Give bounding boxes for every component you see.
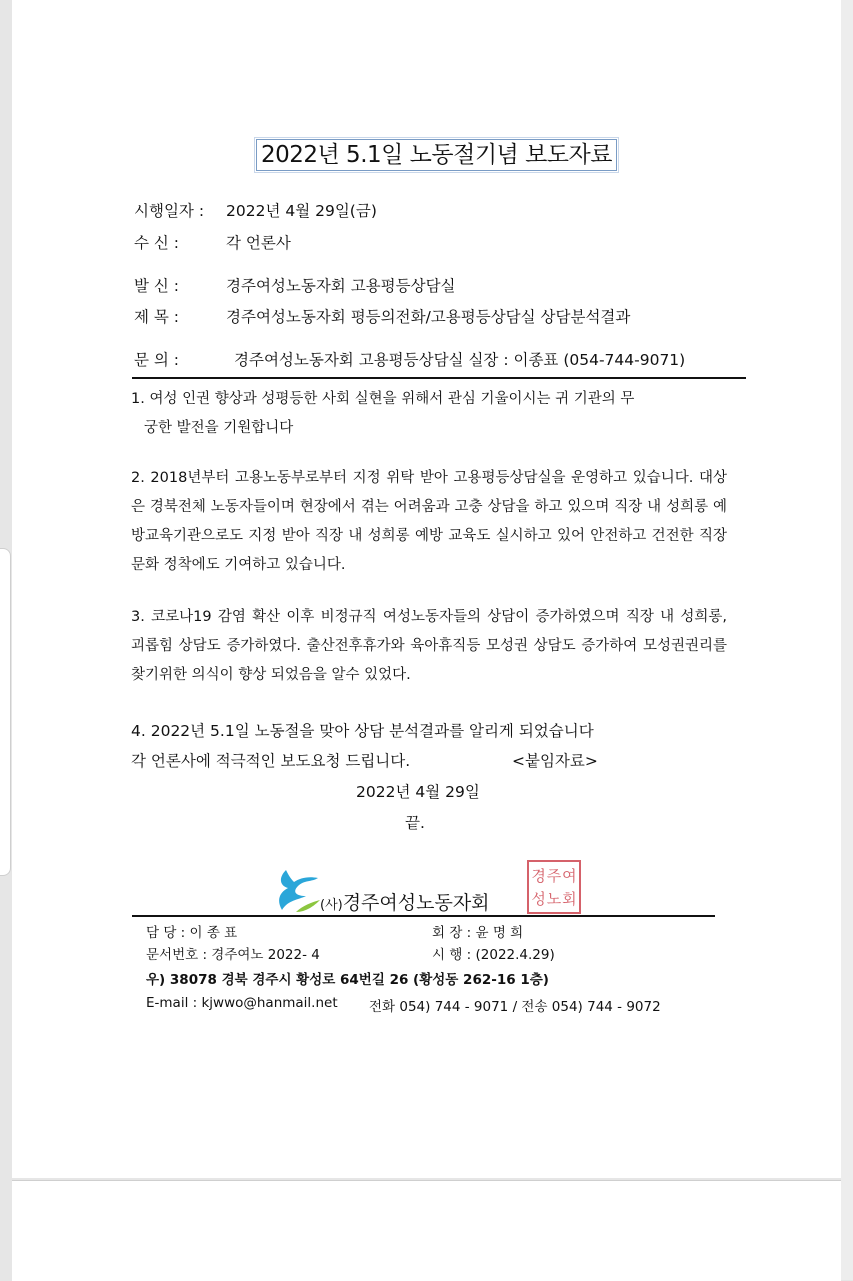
paragraph-1 (131, 385, 727, 443)
organization-title: 경주여성노동자회 (342, 892, 490, 914)
footer-phone-fax: 전화 054) 744 - 9071 / 전송 054) 744 - 9072 (369, 999, 661, 1015)
date-value: 2022년 4월 29일(금) (226, 202, 377, 220)
to-label: 수 신 : (134, 234, 180, 252)
to-value: 각 언론사 (226, 234, 291, 252)
attachment-note: <붙임자료> (512, 752, 598, 770)
seal-char: 성 (531, 890, 546, 908)
paragraph-2: 2. 2018년부터 고용노동부로부터 지정 위탁 받아 고용평등상담실을 운영하고 있습니다. 대상은 경북전체 노동자들이며 현장에서 겪는 어려움과 고충 상담을 하고 있으며 직장 내 성희롱 예방교육기관으로도 지정 받아 직장 내 성희롱 예방 교육도 실시하고 있어 안전하고 건전한 직장문화 정착에도 기여하고 있습니다. (131, 470, 727, 573)
official-seal (527, 860, 581, 914)
organization-logo-icon (272, 866, 324, 916)
organization-prefix: (사) (320, 898, 343, 913)
footer-email[interactable]: E-mail : kjwwo@hanmail.net (146, 995, 338, 1011)
end-mark: 끝. (405, 814, 425, 832)
document-title[interactable]: 2022년 5.1일 노동절기념 보도자료 (256, 139, 617, 171)
closing-date: 2022년 4월 29일 (356, 783, 480, 801)
contact-value: 경주여성노동자회 고용평등상담실 실장 : 이종표 (054-744-9071) (234, 351, 686, 369)
side-drawer-handle[interactable] (0, 548, 11, 876)
viewer-right-edge (841, 0, 853, 1280)
header-divider (132, 377, 746, 379)
contact-label: 문 의 : (134, 351, 180, 369)
subject-label: 제 목 : (134, 308, 180, 326)
seal-char: 경 (531, 867, 546, 885)
organization-name (320, 888, 490, 915)
seal-char: 회 (562, 890, 577, 908)
paragraph-1-line-2: 궁한 발전을 기원합니다 (144, 420, 294, 436)
footer-manager: 담 당 : 이 종 표 (146, 925, 238, 941)
from-value: 경주여성노동자회 고용평등상담실 (226, 277, 456, 295)
paragraph-1-line-1: 1. 여성 인권 향상과 성평등한 사회 실현을 위해서 관심 기울이시는 귀 기관의 무 (131, 391, 635, 407)
footer-doc-number: 문서번호 : 경주여노 2022- 4 (146, 947, 320, 963)
subject-value: 경주여성노동자회 평등의전화/고용평등상담실 상담분석결과 (226, 308, 631, 326)
seal-char: 주 (546, 867, 562, 885)
paragraph-4-line-1: 4. 2022년 5.1일 노동절을 맞아 상담 분석결과를 알리게 되었습니다 (131, 722, 594, 740)
footer-divider (132, 915, 715, 917)
paragraph-4-line-2: 각 언론사에 적극적인 보도요청 드립니다. (131, 752, 411, 770)
date-label: 시행일자 : (134, 202, 205, 220)
footer-issued: 시 행 : (2022.4.29) (432, 947, 555, 963)
footer-president: 회 장 : 윤 명 희 (432, 925, 524, 941)
seal-char: 여 (562, 867, 577, 885)
paragraph-3: 3. 코로나19 감염 확산 이후 비정규직 여성노동자들의 상담이 증가하였으며 직장 내 성희롱, 괴롭힘 상담도 증가하였다. 출산전후휴가와 육아휴직등 모성권 상담도 증가하여 모성권권리를 찾기위한 의식이 향상 되었음을 알수 있었다. (131, 609, 727, 683)
footer-address: 우) 38078 경북 경주시 황성로 64번길 26 (황성동 262-16 1층) (146, 972, 549, 988)
next-page-preview (12, 1180, 841, 1281)
from-label: 발 신 : (134, 277, 180, 295)
seal-char: 노 (546, 890, 562, 908)
